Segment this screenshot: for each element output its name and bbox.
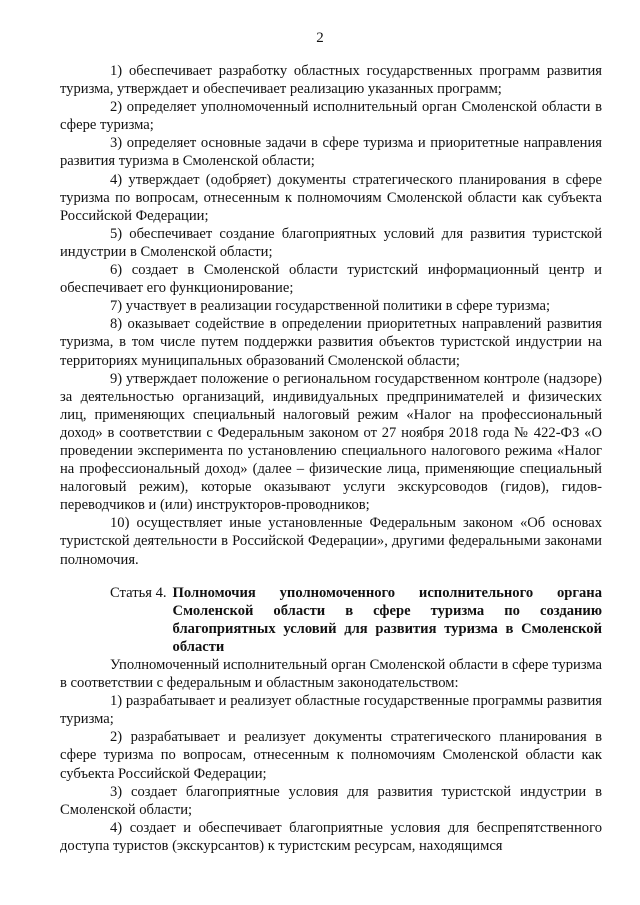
list-item: 3) создает благоприятные условия для развития туристской индустрии в Смоленской области; xyxy=(60,783,602,818)
list-item: 3) определяет основные задачи в сфере туризма и приоритетные направления развития туризма в Смоленской области; xyxy=(60,135,602,170)
article-intro: Уполномоченный исполнительный орган Смоленской области в сфере туризма в соответствии с федеральным и областным законодательством: xyxy=(60,657,602,692)
list-item: 4) утверждает (одобряет) документы стратегического планирования в сфере туризма по вопросам, отнесенным к полномочиям Смоленской области как субъекта Российской Федерации; xyxy=(60,171,602,224)
list-item: 10) осуществляет иные установленные Федеральным законом «Об основах туристской деятельности в Российской Федерации», другими федеральными законами полномочия. xyxy=(60,515,602,568)
list-item: 2) определяет уполномоченный исполнительный орган Смоленской области в сфере туризма; xyxy=(60,99,602,134)
document-body xyxy=(60,62,602,855)
list-item: 2) разрабатывает и реализует документы стратегического планирования в сфере туризма по вопросам, отнесенным к полномочиям Смоленской области как субъекта Российской Федерации; xyxy=(60,729,602,782)
list-item: 7) участвует в реализации государственной политики в сфере туризма; xyxy=(110,298,551,315)
list-item: 1) обеспечивает разработку областных государственных программ развития туризма, утверждает и обеспечивает реализацию указанных программ; xyxy=(60,63,602,98)
article-label: Статья 4. xyxy=(110,584,167,601)
article-title: Полномочия уполномоченного исполнительного органа Смоленской области в сфере туризма по созданию благоприятных условий для развития туризма в Смоленской области xyxy=(172,584,602,655)
list-item: 1) разрабатывает и реализует областные государственные программы развития туризма; xyxy=(60,693,602,728)
page-number: 2 xyxy=(316,30,324,46)
list-item: 6) создает в Смоленской области туристский информационный центр и обеспечивает его функционирование; xyxy=(60,262,602,297)
list-item: 4) создает и обеспечивает благоприятные условия для беспрепятственного доступа туристов (экскурсантов) к туристским ресурсам, находящимся xyxy=(60,819,602,854)
article-heading xyxy=(60,584,602,656)
list-item: 8) оказывает содействие в определении приоритетных направлений развития туризма, в том числе путем поддержки развития объектов туристской индустрии на территориях муниципальных образований Смоленской области; xyxy=(60,316,602,369)
list-item: 5) обеспечивает создание благоприятных условий для развития туристской индустрии в Смоленской области; xyxy=(60,225,602,260)
list-item: 9) утверждает положение о региональном государственном контроле (надзоре) за деятельностью организаций, индивидуальных предпринимателей и физических лиц, применяющих специальный налоговый режим «Налог на профессиональный доход» в соответствии с Федеральным законом от 27 ноября 2018 года № 422-ФЗ «О проведении эксперимента по установлению специального налогового режима «Налог на профессиональный доход» (далее – физические лица, применяющие специальный налоговый режим), которые оказывают услуги экскурсоводов (гидов), гидов-переводчиков и (или) инструкторов-проводников; xyxy=(60,370,602,514)
